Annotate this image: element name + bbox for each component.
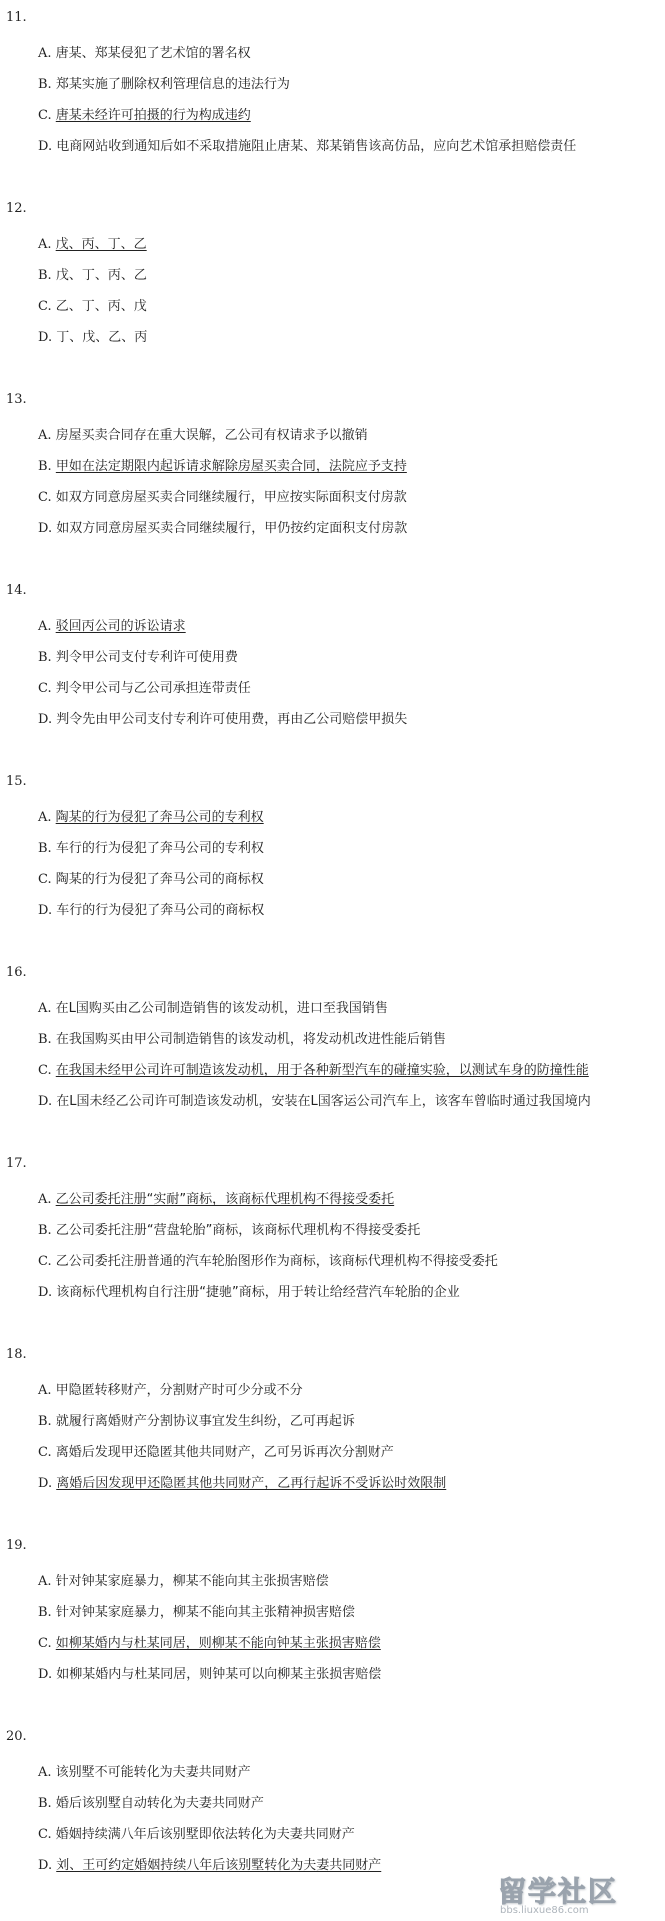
option-text: 判令甲公司支付专利许可使用费 [55,650,238,665]
option-text: 丁、戊、乙、丙 [56,330,148,345]
option-letter: D. [38,712,53,727]
answer-option [38,1635,381,1652]
answer-option [38,1857,381,1874]
option-letter: B. [38,268,52,283]
option-text: 婚后该别墅自动转化为夫妻共同财产 [55,1796,264,1811]
correct-option-text: 刘、王可约定婚姻持续八年后该别墅转化为夫妻共同财产 [56,1858,382,1873]
answer-option [38,267,147,284]
option-text: 针对钟某家庭暴力，柳某不能向其主张精神损害赔偿 [55,1605,355,1620]
watermark-url: bbs.liuxue86.com [500,1905,589,1916]
option-letter: B. [38,1605,52,1620]
option-letter: A. [38,428,52,443]
answer-option [38,1444,394,1461]
answer-option [38,236,147,253]
answer-option [38,1764,251,1781]
correct-option-text: 离婚后因发现甲还隐匿其他共同财产，乙再行起诉不受诉讼时效限制 [56,1476,447,1491]
answer-option [38,427,368,444]
watermark-logo [498,1868,665,1921]
option-letter: B. [38,1032,52,1047]
option-letter: D. [38,521,53,536]
option-letter: D. [38,903,53,918]
answer-option [38,1573,329,1590]
answer-option [38,329,147,346]
option-text: 陶某的行为侵犯了奔马公司的商标权 [55,872,264,887]
answer-option [38,1475,446,1492]
answer-option [38,1413,355,1430]
option-text: 在我国购买由甲公司制造销售的该发动机，将发动机改进性能后销售 [55,1032,446,1047]
correct-option-text: 戊、丙、丁、乙 [55,237,147,252]
option-text: 乙公司委托注册“营盘轮胎”商标，该商标代理机构不得接受委托 [55,1223,421,1238]
option-text: 房屋买卖合同存在重大误解，乙公司有权请求予以撤销 [55,428,368,443]
option-letter: B. [38,1414,52,1429]
option-letter: A. [38,1574,52,1589]
option-text: 如双方同意房屋买卖合同继续履行，甲仍按约定面积支付房款 [56,521,408,536]
answer-option [38,298,147,315]
question-number: 17. [6,1156,27,1171]
option-letter: D. [38,1667,53,1682]
correct-option-text: 如柳某婚内与杜某同居，则柳某不能向钟某主张损害赔偿 [55,1636,381,1651]
option-text: 戊、丁、丙、乙 [55,268,147,283]
correct-option-text: 唐某未经许可拍摄的行为构成违约 [55,108,251,123]
answer-option [38,1222,420,1239]
option-text: 离婚后发现甲还隐匿其他共同财产，乙可另诉再次分割财产 [55,1445,394,1460]
option-letter: C. [38,108,52,123]
option-text: 针对钟某家庭暴力，柳某不能向其主张损害赔偿 [55,1574,329,1589]
answer-option [38,902,264,919]
option-text: 就履行离婚财产分割协议事宜发生纠纷，乙可再起诉 [55,1414,355,1429]
option-text: 唐某、郑某侵犯了艺术馆的署名权 [55,46,251,61]
question-number: 12. [6,201,27,216]
option-letter: D. [38,1858,53,1873]
option-letter: A. [38,619,52,634]
option-letter: B. [38,459,52,474]
answer-option [38,1826,355,1843]
option-text: 判令甲公司与乙公司承担连带责任 [55,681,251,696]
correct-option-text: 甲如在法定期限内起诉请求解除房屋买卖合同，法院应予支持 [55,459,407,474]
option-letter: A. [38,1001,52,1016]
question-number: 19. [6,1538,27,1553]
option-text: 该商标代理机构自行注册“捷驰”商标，用于转让给经营汽车轮胎的企业 [56,1285,460,1300]
option-letter: D. [38,1285,53,1300]
correct-option-text: 驳回丙公司的诉讼请求 [55,619,186,634]
answer-option [38,680,251,697]
option-text: 该别墅不可能转化为夫妻共同财产 [55,1765,251,1780]
option-text: 电商网站收到通知后如不采取措施阻止唐某、郑某销售该高仿品，应向艺术馆承担赔偿责任 [56,139,577,154]
option-text: 在L国未经乙公司许可制造该发动机，安装在L国客运公司汽车上，该客车曾临时通过我国境内 [56,1094,591,1109]
option-letter: A. [38,810,52,825]
answer-option [38,649,238,666]
answer-option [38,1062,589,1079]
option-letter: A. [38,1383,52,1398]
answer-option [38,138,576,155]
answer-option [38,1284,460,1301]
answer-option [38,1031,446,1048]
option-text: 车行的行为侵犯了奔马公司的专利权 [55,841,264,856]
option-text: 乙公司委托注册普通的汽车轮胎图形作为商标，该商标代理机构不得接受委托 [55,1254,498,1269]
answer-option [38,1795,264,1812]
option-letter: C. [38,299,52,314]
answer-option [38,840,264,857]
correct-option-text: 陶某的行为侵犯了奔马公司的专利权 [55,810,264,825]
option-letter: D. [38,330,53,345]
option-text: 车行的行为侵犯了奔马公司的商标权 [56,903,265,918]
answer-option [38,1000,388,1017]
answer-option [38,76,290,93]
answer-option [38,871,264,888]
option-letter: A. [38,1192,52,1207]
option-letter: B. [38,1796,52,1811]
question-number: 14. [6,583,27,598]
option-letter: B. [38,841,52,856]
option-letter: D. [38,1094,53,1109]
option-letter: A. [38,46,52,61]
question-number: 16. [6,965,27,980]
option-text: 甲隐匿转移财产，分割财产时可少分或不分 [55,1383,303,1398]
option-letter: A. [38,237,52,252]
option-text: 郑某实施了删除权利管理信息的违法行为 [55,77,290,92]
answer-option [38,489,407,506]
option-letter: C. [38,872,52,887]
option-letter: C. [38,1063,52,1078]
answer-option [38,1253,498,1270]
option-letter: B. [38,77,52,92]
option-letter: C. [38,681,52,696]
question-number: 13. [6,392,27,407]
answer-option [38,809,264,826]
option-letter: B. [38,650,52,665]
correct-option-text: 乙公司委托注册“实耐”商标，该商标代理机构不得接受委托 [55,1192,395,1207]
answer-option [38,107,251,124]
option-letter: D. [38,1476,53,1491]
option-text: 乙、丁、丙、戊 [55,299,147,314]
answer-option [38,711,407,728]
option-letter: C. [38,1254,52,1269]
question-number: 18. [6,1347,27,1362]
option-letter: B. [38,1223,52,1238]
option-letter: A. [38,1765,52,1780]
answer-option [38,618,186,635]
question-number: 11. [6,10,27,25]
answer-option [38,1191,394,1208]
option-letter: C. [38,1827,52,1842]
answer-option [38,1604,355,1621]
answer-option [38,45,251,62]
option-text: 如柳某婚内与杜某同居，则钟某可以向柳某主张损害赔偿 [56,1667,382,1682]
correct-option-text: 在我国未经甲公司许可制造该发动机，用于各种新型汽车的碰撞实验，以测试车身的防撞性能 [55,1063,589,1078]
option-text: 在L国购买由乙公司制造销售的该发动机，进口至我国销售 [55,1001,388,1016]
answer-option [38,458,407,475]
answer-option [38,520,407,537]
answer-option [38,1666,381,1683]
option-letter: C. [38,1445,52,1460]
option-text: 如双方同意房屋买卖合同继续履行，甲应按实际面积支付房款 [55,490,407,505]
option-letter: D. [38,139,53,154]
watermark-title: 留学社区 [498,1875,619,1908]
question-number: 15. [6,774,27,789]
option-text: 婚姻持续满八年后该别墅即依法转化为夫妻共同财产 [55,1827,355,1842]
option-letter: C. [38,1636,52,1651]
question-number: 20. [6,1729,27,1744]
option-letter: C. [38,490,52,505]
option-text: 判令先由甲公司支付专利许可使用费，再由乙公司赔偿甲损失 [56,712,408,727]
answer-option [38,1093,591,1110]
answer-option [38,1382,303,1399]
